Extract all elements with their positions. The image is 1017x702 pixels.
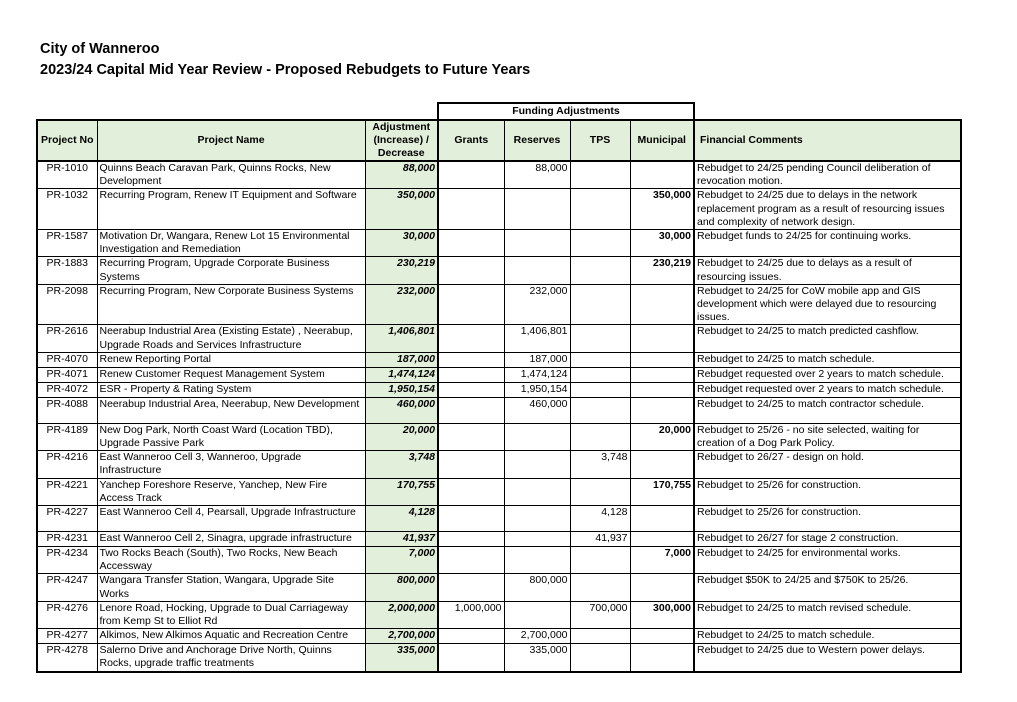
table-row: [37, 161, 961, 189]
col-financial-comments: Financial Comments: [694, 120, 961, 161]
tps-cell: 41,937: [570, 532, 630, 547]
grants-cell: [438, 478, 504, 505]
municipal-cell: [630, 284, 694, 325]
grants-cell: [438, 325, 504, 352]
tps-cell: [570, 629, 630, 644]
project-no-cell: PR-4234: [37, 547, 97, 574]
tps-cell: [570, 367, 630, 382]
table-row: [37, 367, 961, 382]
financial-comment-cell: Rebudget to 24/25 to match revised schedule.: [694, 601, 961, 628]
col-grants: Grants: [438, 120, 504, 161]
reserves-cell: 800,000: [504, 574, 570, 601]
table-row: [37, 506, 961, 532]
adjustment-cell: 335,000: [365, 644, 438, 672]
reserves-cell: [504, 189, 570, 230]
financial-comment-cell: Rebudget to 24/25 to match predicted cashflow.: [694, 325, 961, 352]
table-row: [37, 451, 961, 478]
col-project-no: Project No: [37, 120, 97, 161]
table-row: [37, 397, 961, 423]
grants-cell: [438, 257, 504, 284]
reserves-cell: 1,406,801: [504, 325, 570, 352]
table-row: [37, 532, 961, 547]
project-no-cell: PR-4088: [37, 397, 97, 423]
financial-comment-cell: Rebudget to 24/25 due to delays as a result of resourcing issues.: [694, 257, 961, 284]
financial-comment-cell: Rebudget $50K to 24/25 and $750K to 25/26.: [694, 574, 961, 601]
municipal-cell: [630, 532, 694, 547]
project-no-cell: PR-4278: [37, 644, 97, 672]
project-name-cell: Quinns Beach Caravan Park, Quinns Rocks, New Development: [97, 161, 365, 189]
rebudget-table: [36, 102, 962, 673]
project-no-cell: PR-1010: [37, 161, 97, 189]
tps-cell: 4,128: [570, 506, 630, 532]
project-name-cell: Yanchep Foreshore Reserve, Yanchep, New Fire Access Track: [97, 478, 365, 505]
project-name-cell: Motivation Dr, Wangara, Renew Lot 15 Environmental Investigation and Remediation: [97, 230, 365, 257]
reserves-cell: [504, 478, 570, 505]
adjustment-cell: 88,000: [365, 161, 438, 189]
tps-cell: 3,748: [570, 451, 630, 478]
project-name-cell: Alkimos, New Alkimos Aquatic and Recreation Centre: [97, 629, 365, 644]
adjustment-cell: 7,000: [365, 547, 438, 574]
project-name-cell: Neerabup Industrial Area (Existing Estate) , Neerabup, Upgrade Roads and Services Infrastructure: [97, 325, 365, 352]
adjustment-cell: 2,000,000: [365, 601, 438, 628]
municipal-cell: 7,000: [630, 547, 694, 574]
project-no-cell: PR-4070: [37, 352, 97, 367]
project-no-cell: PR-1032: [37, 189, 97, 230]
project-name-cell: Wangara Transfer Station, Wangara, Upgrade Site Works: [97, 574, 365, 601]
grants-cell: [438, 367, 504, 382]
grants-cell: [438, 629, 504, 644]
project-name-cell: Renew Customer Request Management System: [97, 367, 365, 382]
financial-comment-cell: Rebudget to 24/25 to match contractor schedule.: [694, 397, 961, 423]
reserves-cell: 1,950,154: [504, 382, 570, 397]
project-name-cell: East Wanneroo Cell 2, Sinagra, upgrade infrastructure: [97, 532, 365, 547]
tps-cell: [570, 397, 630, 423]
municipal-cell: [630, 506, 694, 532]
grants-cell: [438, 382, 504, 397]
project-no-cell: PR-4071: [37, 367, 97, 382]
grants-cell: [438, 284, 504, 325]
tps-cell: [570, 574, 630, 601]
grants-cell: [438, 574, 504, 601]
reserves-cell: 1,474,124: [504, 367, 570, 382]
financial-comment-cell: Rebudget to 24/25 due to delays in the network replacement program as a result of resourcing issues and complexity of network design.: [694, 189, 961, 230]
adjustment-cell: 1,950,154: [365, 382, 438, 397]
project-no-cell: PR-4247: [37, 574, 97, 601]
municipal-cell: 20,000: [630, 423, 694, 450]
table-row: [37, 189, 961, 230]
funding-adjustments-header: Funding Adjustments: [438, 103, 694, 120]
reserves-cell: [504, 423, 570, 450]
tps-cell: [570, 189, 630, 230]
municipal-cell: [630, 574, 694, 601]
adjustment-cell: 232,000: [365, 284, 438, 325]
grants-cell: [438, 189, 504, 230]
col-project-name: Project Name: [97, 120, 365, 161]
reserves-cell: 2,700,000: [504, 629, 570, 644]
municipal-cell: [630, 352, 694, 367]
col-tps: TPS: [570, 120, 630, 161]
col-adjustment: Adjustment (Increase) / Decrease: [365, 120, 438, 161]
financial-comment-cell: Rebudget to 26/27 for stage 2 construction.: [694, 532, 961, 547]
project-no-cell: PR-4189: [37, 423, 97, 450]
tps-cell: [570, 352, 630, 367]
tps-cell: [570, 382, 630, 397]
grants-cell: [438, 547, 504, 574]
reserves-cell: [504, 506, 570, 532]
tps-cell: [570, 257, 630, 284]
project-no-cell: PR-1883: [37, 257, 97, 284]
project-name-cell: East Wanneroo Cell 4, Pearsall, Upgrade Infrastructure: [97, 506, 365, 532]
adjustment-cell: 230,219: [365, 257, 438, 284]
project-name-cell: ESR - Property & Rating System: [97, 382, 365, 397]
project-no-cell: PR-4231: [37, 532, 97, 547]
tps-cell: 700,000: [570, 601, 630, 628]
financial-comment-cell: Rebudget to 25/26 for construction.: [694, 478, 961, 505]
municipal-cell: 350,000: [630, 189, 694, 230]
project-name-cell: Neerabup Industrial Area, Neerabup, New Development: [97, 397, 365, 423]
project-name-cell: New Dog Park, North Coast Ward (Location TBD), Upgrade Passive Park: [97, 423, 365, 450]
project-no-cell: PR-4221: [37, 478, 97, 505]
reserves-cell: [504, 230, 570, 257]
table-row: [37, 423, 961, 450]
reserves-cell: 335,000: [504, 644, 570, 672]
table-row: [37, 325, 961, 352]
tps-cell: [570, 547, 630, 574]
project-no-cell: PR-4227: [37, 506, 97, 532]
financial-comment-cell: Rebudget to 25/26 for construction.: [694, 506, 961, 532]
reserves-cell: 88,000: [504, 161, 570, 189]
blank-header-cell: [37, 103, 438, 120]
table-row: [37, 257, 961, 284]
report-title: 2023/24 Capital Mid Year Review - Proposed Rebudgets to Future Years: [40, 62, 531, 78]
financial-comment-cell: Rebudget to 24/25 due to Western power delays.: [694, 644, 961, 672]
municipal-cell: 30,000: [630, 230, 694, 257]
financial-comment-cell: Rebudget to 24/25 for environmental works.: [694, 547, 961, 574]
table-row: [37, 382, 961, 397]
org-title: City of Wanneroo: [40, 41, 160, 57]
grants-cell: [438, 644, 504, 672]
grants-cell: [438, 230, 504, 257]
adjustment-cell: 350,000: [365, 189, 438, 230]
reserves-cell: [504, 532, 570, 547]
municipal-cell: 300,000: [630, 601, 694, 628]
tps-cell: [570, 230, 630, 257]
adjustment-cell: 20,000: [365, 423, 438, 450]
project-no-cell: PR-4072: [37, 382, 97, 397]
financial-comment-cell: Rebudget funds to 24/25 for continuing works.: [694, 230, 961, 257]
reserves-cell: [504, 451, 570, 478]
table-row: [37, 230, 961, 257]
table-row: [37, 601, 961, 628]
adjustment-cell: 187,000: [365, 352, 438, 367]
municipal-cell: 170,755: [630, 478, 694, 505]
adjustment-cell: 41,937: [365, 532, 438, 547]
project-name-cell: East Wanneroo Cell 3, Wanneroo, Upgrade Infrastructure: [97, 451, 365, 478]
project-no-cell: PR-2098: [37, 284, 97, 325]
reserves-cell: 232,000: [504, 284, 570, 325]
adjustment-cell: 800,000: [365, 574, 438, 601]
adjustment-cell: 1,474,124: [365, 367, 438, 382]
col-municipal: Municipal: [630, 120, 694, 161]
table-row: [37, 352, 961, 367]
municipal-cell: [630, 644, 694, 672]
tps-cell: [570, 161, 630, 189]
adjustment-cell: 30,000: [365, 230, 438, 257]
project-name-cell: Two Rocks Beach (South), Two Rocks, New Beach Accessway: [97, 547, 365, 574]
reserves-cell: [504, 547, 570, 574]
financial-comment-cell: Rebudget to 24/25 to match schedule.: [694, 352, 961, 367]
project-no-cell: PR-1587: [37, 230, 97, 257]
table-row: [37, 284, 961, 325]
tps-cell: [570, 284, 630, 325]
tps-cell: [570, 644, 630, 672]
project-name-cell: Renew Reporting Portal: [97, 352, 365, 367]
financial-comment-cell: Rebudget to 25/26 - no site selected, waiting for creation of a Dog Park Policy.: [694, 423, 961, 450]
adjustment-cell: 3,748: [365, 451, 438, 478]
reserves-cell: 460,000: [504, 397, 570, 423]
reserves-cell: 187,000: [504, 352, 570, 367]
project-name-cell: Recurring Program, Renew IT Equipment and Software: [97, 189, 365, 230]
municipal-cell: [630, 629, 694, 644]
table-row: [37, 629, 961, 644]
project-name-cell: Salerno Drive and Anchorage Drive North, Quinns Rocks, upgrade traffic treatments: [97, 644, 365, 672]
grants-cell: [438, 506, 504, 532]
municipal-cell: [630, 382, 694, 397]
financial-comment-cell: Rebudget to 24/25 pending Council deliberation of revocation motion.: [694, 161, 961, 189]
project-no-cell: PR-4277: [37, 629, 97, 644]
grants-cell: [438, 532, 504, 547]
grants-cell: [438, 161, 504, 189]
adjustment-cell: 4,128: [365, 506, 438, 532]
municipal-cell: [630, 161, 694, 189]
table-row: [37, 644, 961, 672]
municipal-cell: [630, 325, 694, 352]
grants-cell: [438, 451, 504, 478]
table-row: [37, 547, 961, 574]
project-no-cell: PR-4216: [37, 451, 97, 478]
grants-cell: [438, 423, 504, 450]
grants-cell: [438, 397, 504, 423]
financial-comment-cell: Rebudget to 24/25 for CoW mobile app and GIS development which were delayed due to resourcing issues.: [694, 284, 961, 325]
municipal-cell: [630, 451, 694, 478]
table-row: [37, 478, 961, 505]
project-name-cell: Lenore Road, Hocking, Upgrade to Dual Carriageway from Kemp St to Elliot Rd: [97, 601, 365, 628]
project-name-cell: Recurring Program, Upgrade Corporate Business Systems: [97, 257, 365, 284]
municipal-cell: [630, 397, 694, 423]
project-name-cell: Recurring Program, New Corporate Business Systems: [97, 284, 365, 325]
reserves-cell: [504, 601, 570, 628]
blank-header-cell: [694, 103, 961, 120]
financial-comment-cell: Rebudget requested over 2 years to match schedule.: [694, 382, 961, 397]
financial-comment-cell: Rebudget to 26/27 - design on hold.: [694, 451, 961, 478]
tps-cell: [570, 325, 630, 352]
adjustment-cell: 2,700,000: [365, 629, 438, 644]
financial-comment-cell: Rebudget to 24/25 to match schedule.: [694, 629, 961, 644]
table-row: [37, 574, 961, 601]
adjustment-cell: 460,000: [365, 397, 438, 423]
reserves-cell: [504, 257, 570, 284]
col-reserves: Reserves: [504, 120, 570, 161]
tps-cell: [570, 478, 630, 505]
municipal-cell: 230,219: [630, 257, 694, 284]
project-no-cell: PR-2616: [37, 325, 97, 352]
grants-cell: [438, 352, 504, 367]
financial-comment-cell: Rebudget requested over 2 years to match schedule.: [694, 367, 961, 382]
project-no-cell: PR-4276: [37, 601, 97, 628]
adjustment-cell: 1,406,801: [365, 325, 438, 352]
tps-cell: [570, 423, 630, 450]
grants-cell: 1,000,000: [438, 601, 504, 628]
municipal-cell: [630, 367, 694, 382]
adjustment-cell: 170,755: [365, 478, 438, 505]
